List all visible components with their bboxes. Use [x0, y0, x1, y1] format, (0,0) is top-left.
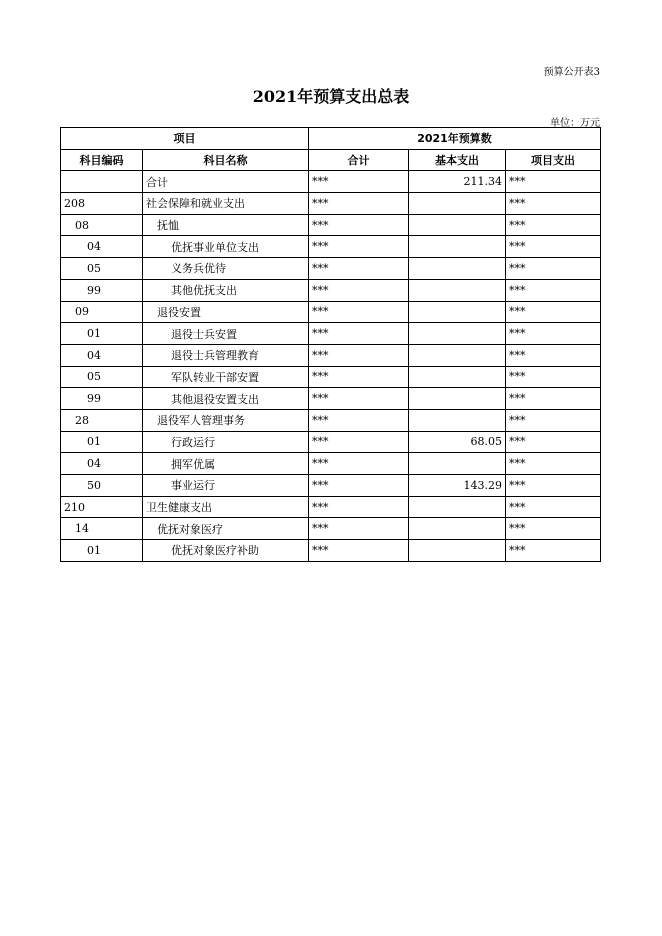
- row-project-expense: ***: [506, 323, 601, 345]
- row-basic: [409, 214, 506, 236]
- row-basic: [409, 344, 506, 366]
- table-row: [61, 344, 601, 366]
- unit-label: 单位：万元: [550, 118, 600, 129]
- header-project-expense: 项目支出: [506, 149, 601, 171]
- row-total: ***: [309, 214, 409, 236]
- row-name: 拥军优属: [143, 453, 309, 475]
- row-code: 210: [61, 496, 143, 518]
- row-total: ***: [309, 431, 409, 453]
- budget-table: [60, 127, 601, 562]
- row-name: 军队转业干部安置: [143, 366, 309, 388]
- row-code: 08: [61, 214, 143, 236]
- table-row: [61, 540, 601, 562]
- form-label: 预算公开表3: [543, 67, 600, 78]
- row-total: ***: [309, 453, 409, 475]
- row-project-expense: ***: [506, 431, 601, 453]
- row-total: ***: [309, 236, 409, 258]
- row-project-expense: ***: [506, 193, 601, 215]
- row-basic: [409, 453, 506, 475]
- row-basic: [409, 236, 506, 258]
- row-total: ***: [309, 279, 409, 301]
- row-project-expense: ***: [506, 409, 601, 431]
- table-row: [61, 431, 601, 453]
- row-basic: [409, 193, 506, 215]
- row-code: 04: [61, 344, 143, 366]
- row-code: 01: [61, 323, 143, 345]
- row-name: 事业运行: [143, 475, 309, 497]
- row-project-expense: ***: [506, 496, 601, 518]
- row-name: 社会保障和就业支出: [143, 193, 309, 215]
- row-project-expense: ***: [506, 171, 601, 193]
- row-basic: [409, 258, 506, 280]
- row-code: [61, 171, 143, 193]
- row-total: ***: [309, 540, 409, 562]
- row-code: 01: [61, 540, 143, 562]
- row-code: 04: [61, 453, 143, 475]
- row-name: 退役士兵管理教育: [143, 344, 309, 366]
- header-code: 科目编码: [61, 149, 143, 171]
- row-basic: 68.05: [409, 431, 506, 453]
- row-total: ***: [309, 518, 409, 540]
- row-basic: 143.29: [409, 475, 506, 497]
- row-code: 04: [61, 236, 143, 258]
- row-total: ***: [309, 475, 409, 497]
- row-basic: 211.34: [409, 171, 506, 193]
- row-code: 05: [61, 366, 143, 388]
- row-project-expense: ***: [506, 258, 601, 280]
- row-name: 优抚事业单位支出: [143, 236, 309, 258]
- table-row: [61, 496, 601, 518]
- row-total: ***: [309, 301, 409, 323]
- row-basic: [409, 323, 506, 345]
- row-name: 优抚对象医疗补助: [143, 540, 309, 562]
- table-row: [61, 366, 601, 388]
- row-basic: [409, 279, 506, 301]
- row-name: 义务兵优待: [143, 258, 309, 280]
- row-code: 99: [61, 279, 143, 301]
- header-basic: 基本支出: [409, 149, 506, 171]
- row-total: ***: [309, 496, 409, 518]
- row-code: 14: [61, 518, 143, 540]
- header-budget: 2021年预算数: [309, 128, 601, 150]
- row-basic: [409, 301, 506, 323]
- row-total: ***: [309, 344, 409, 366]
- row-total: ***: [309, 171, 409, 193]
- row-name: 合计: [143, 171, 309, 193]
- row-project-expense: ***: [506, 475, 601, 497]
- row-basic: [409, 540, 506, 562]
- row-project-expense: ***: [506, 236, 601, 258]
- row-basic: [409, 518, 506, 540]
- row-name: 退役安置: [143, 301, 309, 323]
- table-row: [61, 258, 601, 280]
- row-basic: [409, 388, 506, 410]
- row-name: 抚恤: [143, 214, 309, 236]
- table-row: [61, 409, 601, 431]
- row-name: 优抚对象医疗: [143, 518, 309, 540]
- table-row: [61, 388, 601, 410]
- row-code: 28: [61, 409, 143, 431]
- page-title: 2021年预算支出总表: [252, 87, 410, 106]
- row-code: 01: [61, 431, 143, 453]
- row-total: ***: [309, 323, 409, 345]
- row-basic: [409, 496, 506, 518]
- table-row: [61, 236, 601, 258]
- table-row: [61, 475, 601, 497]
- header-project: 项目: [61, 128, 309, 150]
- table-row: [61, 193, 601, 215]
- row-project-expense: ***: [506, 279, 601, 301]
- row-total: ***: [309, 258, 409, 280]
- row-total: ***: [309, 409, 409, 431]
- row-total: ***: [309, 388, 409, 410]
- row-code: 99: [61, 388, 143, 410]
- row-basic: [409, 366, 506, 388]
- row-project-expense: ***: [506, 366, 601, 388]
- row-project-expense: ***: [506, 518, 601, 540]
- row-name: 退役士兵安置: [143, 323, 309, 345]
- table-row: [61, 453, 601, 475]
- row-total: ***: [309, 193, 409, 215]
- row-total: ***: [309, 366, 409, 388]
- table-row: [61, 518, 601, 540]
- row-name: 行政运行: [143, 431, 309, 453]
- table-row: [61, 323, 601, 345]
- row-name: 其他优抚支出: [143, 279, 309, 301]
- row-project-expense: ***: [506, 344, 601, 366]
- table-row: [61, 301, 601, 323]
- header-total: 合计: [309, 149, 409, 171]
- row-name: 其他退役安置支出: [143, 388, 309, 410]
- row-project-expense: ***: [506, 453, 601, 475]
- row-project-expense: ***: [506, 388, 601, 410]
- row-name: 卫生健康支出: [143, 496, 309, 518]
- row-code: 208: [61, 193, 143, 215]
- table-row: [61, 171, 601, 193]
- row-project-expense: ***: [506, 540, 601, 562]
- table-row: [61, 214, 601, 236]
- table-row: [61, 279, 601, 301]
- row-code: 05: [61, 258, 143, 280]
- row-code: 50: [61, 475, 143, 497]
- row-basic: [409, 409, 506, 431]
- row-project-expense: ***: [506, 214, 601, 236]
- row-project-expense: ***: [506, 301, 601, 323]
- header-name: 科目名称: [143, 149, 309, 171]
- row-name: 退役军人管理事务: [143, 409, 309, 431]
- row-code: 09: [61, 301, 143, 323]
